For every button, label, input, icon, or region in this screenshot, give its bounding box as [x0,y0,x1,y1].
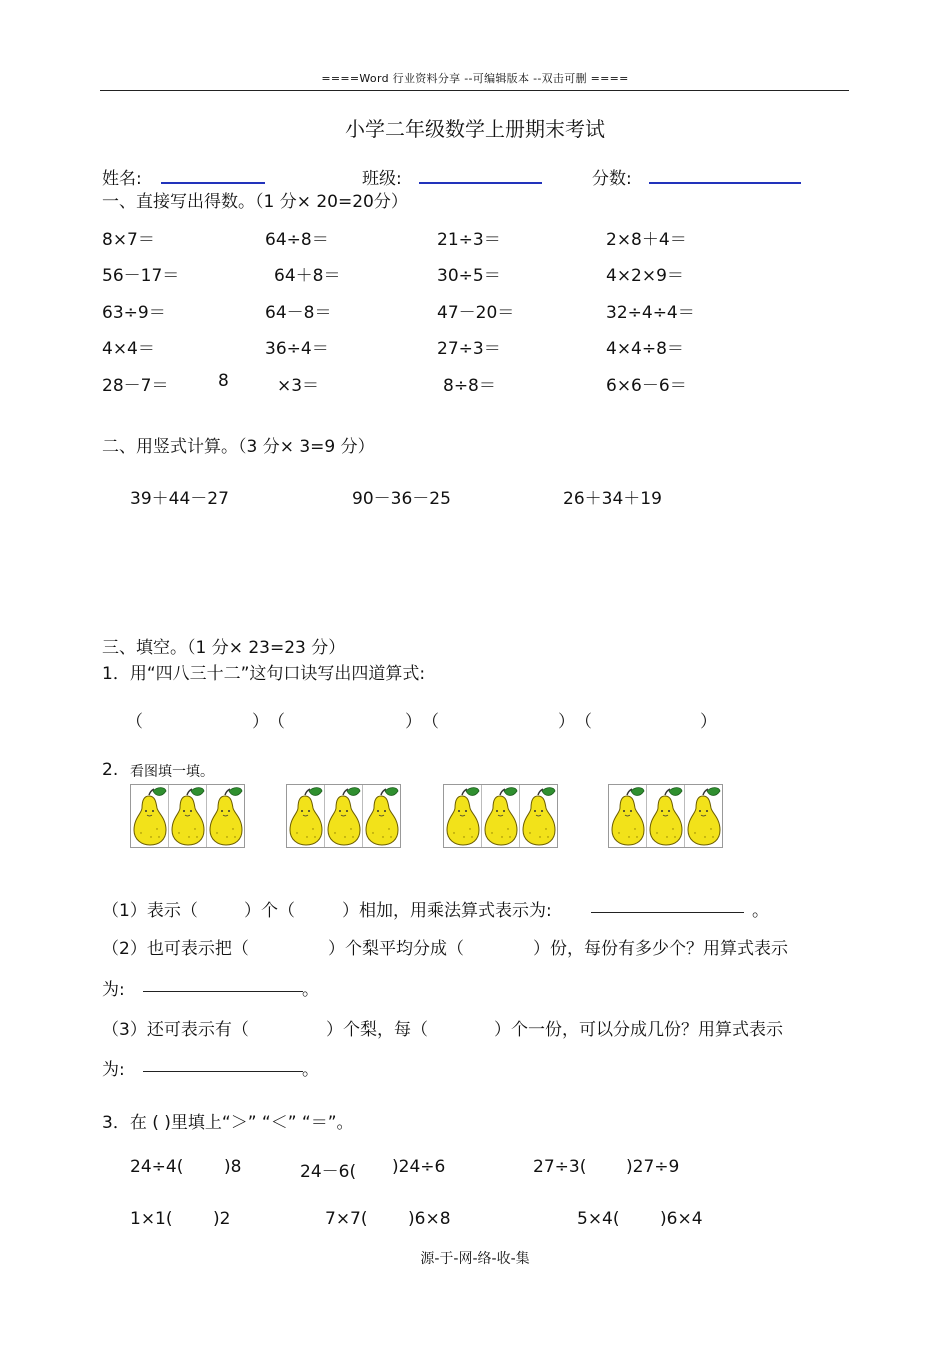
compare-item: 24－6( [300,1162,357,1182]
problem-item: 47－20＝ [437,303,515,323]
name-blank[interactable] [161,182,265,184]
q2-part3-end: 。 [302,1060,319,1080]
pear-group [286,784,401,848]
pear-icon [287,785,325,847]
problem-item: 2×8＋4＝ [606,230,687,250]
problem-item: 4×4＝ [102,339,155,359]
page-footer: 源-于-网-络-收-集 [420,1251,530,1267]
q2-part3-answer-blank[interactable] [143,1071,303,1072]
compare-item: 7×7( [325,1209,368,1229]
class-blank[interactable] [419,182,542,184]
q2-part2-c: ）份，每份有多少个？用算式表示 [533,939,788,959]
compare-item: 5×4( [577,1209,620,1229]
pear-icon [647,785,685,847]
pear-icon [325,785,363,847]
problem-item: 64＋8＝ [274,266,341,286]
q2-part3-c: ）个一份，可以分成几份？用算式表示 [494,1020,783,1040]
q2-number: 2. [102,760,119,780]
pear-group [130,784,245,848]
section1-heading: 一、直接写出得数。（1 分× 20=20分） [102,192,408,212]
problem-item: 64÷8＝ [265,230,329,250]
compare-item: 24÷4( [130,1157,184,1177]
q2-part3-b: ）个梨，每（ [326,1020,428,1040]
paren-close: ） [558,712,575,732]
name-label: 姓名: [102,169,142,189]
compare-item: )27÷9 [626,1157,680,1177]
q2-part2-a: （2）也可表示把（ [102,939,249,959]
compare-item: 1×1( [130,1209,173,1229]
pear-icon [482,785,520,847]
class-label: 班级: [362,169,402,189]
page-header-note: ====Word 行业资料分享 --可编辑版本 --双击可删 ==== [321,72,629,85]
q2-part2-end: 。 [302,980,319,1000]
header-divider [100,90,849,91]
problem-item: 27÷3＝ [437,339,501,359]
pear-icon [131,785,169,847]
section3-heading: 三、填空。（1 分× 23=23 分） [102,638,346,658]
q2-part1-answer-blank[interactable] [591,912,744,913]
q2-part2-answer-blank[interactable] [143,991,303,992]
problem-item: 56－17＝ [102,266,180,286]
pear-icon [444,785,482,847]
vertical-calc-item: 90－36－25 [352,489,451,509]
q2-part2-b: ）个梨平均分成（ [328,939,464,959]
pear-icon [685,785,722,847]
compare-item: )8 [224,1157,242,1177]
q2-part2-wei: 为: [102,980,125,1000]
q1-text: 1．用“四八三十二”这句口诀写出四道算式: [102,664,426,684]
score-label: 分数: [592,169,632,189]
pear-group [443,784,558,848]
paren-close: ） [700,712,717,732]
problem-item: 8÷8＝ [443,376,496,396]
q2-part1-end: 。 [752,901,769,921]
pear-icon [609,785,647,847]
q2-part3-wei: 为: [102,1060,125,1080]
problem-item: 32÷4÷4＝ [606,303,695,323]
compare-item: 27÷3( [533,1157,587,1177]
problem-item: 64－8＝ [265,303,332,323]
vertical-calc-item: 39＋44－27 [130,489,229,509]
problem-item: 28－7＝ [102,376,169,396]
q2-part1-a: （1）表示（ [102,901,198,921]
problem-item: 4×4÷8＝ [606,339,684,359]
q2-part1-c: ）相加，用乘法算式表示为: [342,901,552,921]
pear-group [608,784,723,848]
q2-part1-b: ）个（ [244,901,295,921]
pear-icon [207,785,244,847]
compare-item: )2 [213,1209,231,1229]
problem-item: 8 [218,371,229,391]
compare-item: )6×4 [660,1209,703,1229]
problem-item: 63÷9＝ [102,303,166,323]
q2-part3-a: （3）还可表示有（ [102,1020,249,1040]
problem-item: 8×7＝ [102,230,155,250]
pear-icon [520,785,557,847]
problem-item: 4×2×9＝ [606,266,684,286]
paren-open: （ [575,712,592,732]
compare-item: )6×8 [408,1209,451,1229]
paren-close: ） [252,712,269,732]
compare-item: )24÷6 [392,1157,446,1177]
q2-text: 看图填一填。 [130,764,214,780]
paren-open: （ [422,712,439,732]
score-blank[interactable] [649,182,801,184]
q3-text: 3．在 ( )里填上“＞” “＜” “＝”。 [102,1113,354,1133]
vertical-calc-item: 26＋34＋19 [563,489,662,509]
pear-icon [363,785,400,847]
problem-item: 36÷4＝ [265,339,329,359]
problem-item: 30÷5＝ [437,266,501,286]
page-title: 小学二年级数学上册期末考试 [345,117,605,141]
paren-close: ） [405,712,422,732]
pear-icon [169,785,207,847]
problem-item: 21÷3＝ [437,230,501,250]
section2-heading: 二、用竖式计算。（3 分× 3=9 分） [102,437,375,457]
problem-item: 6×6－6＝ [606,376,687,396]
paren-open: （ [268,712,285,732]
problem-item: ×3＝ [277,376,320,396]
paren-open: （ [126,712,143,732]
